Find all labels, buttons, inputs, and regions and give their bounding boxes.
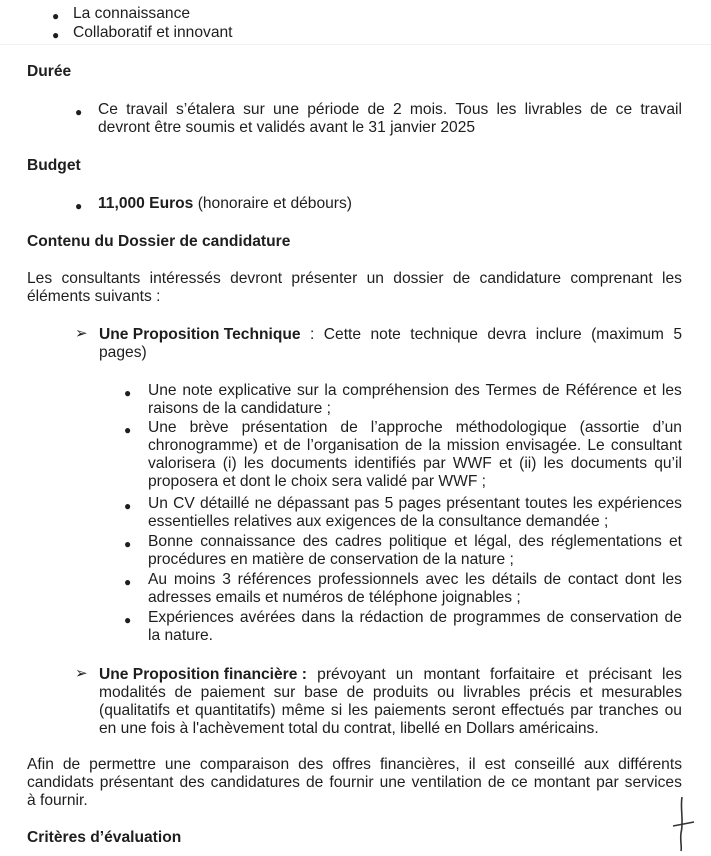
- word: et: [579, 684, 593, 701]
- paragraph-line: [27, 270, 682, 288]
- paragraph-line: éléments suivants :: [27, 288, 161, 305]
- bullet-dot: ●: [75, 199, 83, 213]
- word: (maximum: [591, 326, 664, 343]
- word: et: [643, 382, 657, 399]
- word: les: [661, 382, 682, 399]
- section-heading-contenu: Contenu du Dossier de candidature: [27, 233, 291, 250]
- bullet-dot: ●: [124, 575, 132, 589]
- word: les: [348, 702, 369, 719]
- word: aux: [584, 756, 610, 773]
- word: il: [468, 756, 476, 773]
- budget-line: [98, 195, 352, 213]
- word: explicative: [218, 382, 292, 399]
- word: de: [429, 609, 448, 626]
- word: et: [454, 533, 468, 550]
- word: ou: [664, 702, 682, 719]
- word: paiement: [200, 684, 265, 701]
- word: expériences: [597, 495, 682, 512]
- paragraph-line: à fournir.: [27, 792, 88, 809]
- word: cadres: [334, 533, 382, 550]
- word: Une: [148, 382, 177, 399]
- word: avec: [425, 571, 459, 588]
- word: des: [518, 533, 544, 550]
- word: Les: [27, 270, 53, 287]
- bullet-dot: ●: [124, 499, 132, 513]
- word: tranches: [598, 702, 659, 719]
- word: par: [596, 774, 619, 791]
- word: dont: [624, 571, 656, 588]
- word: les: [662, 666, 682, 683]
- word: Le: [587, 437, 605, 454]
- word: de: [452, 270, 471, 287]
- word: une: [379, 774, 406, 791]
- word: la: [341, 609, 354, 626]
- word: politique: [388, 533, 447, 550]
- word: de: [590, 101, 608, 118]
- word: dans: [301, 609, 336, 626]
- word: détaillé: [199, 495, 250, 512]
- paragraph-line: [27, 756, 682, 774]
- word: Ce: [98, 101, 118, 118]
- word: méthodologique: [455, 419, 567, 436]
- word: présenter: [291, 270, 358, 287]
- word: mission: [446, 437, 500, 454]
- word: (assortie: [579, 419, 640, 436]
- list-item-line: [98, 101, 682, 119]
- word: paiements: [374, 702, 447, 719]
- word: devra: [487, 326, 527, 343]
- word: Au: [148, 571, 168, 588]
- word: travail: [640, 101, 682, 118]
- word: pas: [354, 495, 380, 512]
- list-item-line: [148, 382, 682, 400]
- word: de: [487, 774, 506, 791]
- list-item-line: [148, 571, 682, 589]
- arrow-bullet-icon: ➢: [75, 665, 88, 682]
- word: d’un: [652, 419, 682, 436]
- word: de: [174, 684, 192, 701]
- word: technique: [410, 326, 478, 343]
- word: présentation: [241, 419, 328, 436]
- budget-detail: (honoraire et débours): [193, 195, 352, 212]
- word: WWF: [452, 455, 492, 472]
- word: et: [565, 666, 579, 683]
- word: de: [62, 756, 81, 773]
- word: et: [176, 702, 190, 719]
- word: comparaison: [199, 756, 290, 773]
- word: les: [662, 270, 682, 287]
- word: de: [340, 419, 358, 436]
- word: travail: [126, 101, 168, 118]
- word: candidats: [27, 774, 94, 791]
- word: même: [281, 702, 325, 719]
- technique-title: Une Proposition Technique: [99, 326, 301, 343]
- word: sur: [273, 684, 296, 701]
- word: 2: [393, 101, 402, 118]
- paragraph-line: [27, 774, 682, 792]
- word: un: [366, 270, 384, 287]
- word: dossier: [393, 270, 444, 287]
- word: les: [662, 571, 682, 588]
- word: Référence: [565, 382, 638, 399]
- word: Cette: [323, 326, 362, 343]
- word: par: [570, 702, 593, 719]
- technique-line: [99, 326, 682, 344]
- word: candidature: [479, 270, 562, 287]
- word: différents: [618, 756, 682, 773]
- word: sur: [296, 382, 319, 399]
- word: programmes: [453, 609, 541, 626]
- scan-artifact-line: [0, 44, 711, 45]
- word: les: [243, 455, 264, 472]
- word: note: [182, 382, 213, 399]
- word: montant: [533, 774, 591, 791]
- word: brève: [189, 419, 229, 436]
- bullet-dot: ●: [124, 613, 132, 627]
- word: documents: [570, 455, 648, 472]
- word: ventilation: [411, 774, 482, 791]
- bullet-dot: ●: [124, 537, 132, 551]
- word: période: [307, 101, 360, 118]
- word: permettre: [89, 756, 156, 773]
- word: intéressés: [149, 270, 221, 287]
- word: pages: [398, 495, 442, 512]
- word: comprenant: [570, 270, 653, 287]
- word: montant: [423, 666, 480, 683]
- word: les: [543, 455, 564, 472]
- word: de: [367, 101, 385, 118]
- word: qu’il: [654, 455, 682, 472]
- word: dépassant: [277, 495, 350, 512]
- handwritten-initial-mark: [668, 795, 700, 853]
- word: consultant: [610, 437, 682, 454]
- word: des: [298, 756, 324, 773]
- word: et: [264, 437, 278, 454]
- bullet-dot: ●: [124, 386, 132, 400]
- list-item-line: [148, 419, 682, 437]
- word: ne: [254, 495, 272, 512]
- word: identifiés: [354, 455, 416, 472]
- word: détails: [491, 571, 537, 588]
- list-item-line: proposera et dont le choix sera validé par WWF ;: [148, 473, 487, 490]
- list-item-line: [148, 495, 682, 513]
- word: :: [310, 326, 315, 343]
- word: consultants: [61, 270, 141, 287]
- word: de: [546, 609, 564, 626]
- word: note: [370, 326, 401, 343]
- word: 3: [222, 571, 231, 588]
- word: (i): [222, 455, 237, 472]
- word: quantitatifs): [195, 702, 276, 719]
- word: ce: [511, 774, 528, 791]
- list-item-line: la nature.: [148, 627, 214, 644]
- list-item-line: devront être soumis et validés avant le 31 janvier 2025: [98, 119, 476, 136]
- word: compréhension: [342, 382, 449, 399]
- word: chronogramme): [148, 437, 259, 454]
- word: les: [465, 571, 486, 588]
- word: de: [305, 774, 324, 791]
- list-item-line: [148, 533, 682, 551]
- word: et: [498, 455, 512, 472]
- list-item-line: [148, 455, 682, 473]
- word: de: [346, 684, 365, 701]
- word: des: [302, 533, 328, 550]
- list-item: Collaboratif et innovant: [73, 24, 233, 41]
- word: des: [179, 774, 205, 791]
- word: rédaction: [359, 609, 424, 626]
- technique-line: pages): [99, 344, 147, 361]
- word: présentant: [99, 774, 174, 791]
- word: toutes: [525, 495, 568, 512]
- word: offres: [332, 756, 371, 773]
- word: par: [423, 455, 446, 472]
- word: mois.: [409, 101, 448, 118]
- word: modalités: [99, 684, 166, 701]
- word: de: [542, 382, 560, 399]
- word: financières,: [379, 756, 460, 773]
- list-item-line: raisons de la candidature ;: [148, 400, 331, 417]
- word: une: [272, 101, 300, 118]
- word: ce: [615, 101, 633, 118]
- word: Une: [148, 419, 177, 436]
- word: de: [404, 437, 423, 454]
- word: seront: [451, 702, 496, 719]
- word: devront: [230, 270, 283, 287]
- word: inclure: [535, 326, 582, 343]
- word: l’organisation: [306, 437, 399, 454]
- word: des: [454, 382, 480, 399]
- word: produits: [372, 684, 429, 701]
- word: conseillé: [514, 756, 576, 773]
- bullet-dot: ●: [52, 28, 60, 42]
- word: s’étalera: [175, 101, 235, 118]
- list-item-line: adresses emails et numéros de téléphone joignables ;: [148, 589, 521, 606]
- word: CV: [173, 495, 195, 512]
- financiere-line: [99, 666, 682, 684]
- word: présentant: [446, 495, 520, 512]
- list-item: La connaissance: [73, 5, 191, 22]
- word: l’approche: [370, 419, 443, 436]
- word: de: [543, 571, 562, 588]
- word: forfaitaire: [490, 666, 556, 683]
- word: (qualitatifs: [99, 702, 171, 719]
- word: valorisera: [148, 455, 216, 472]
- word: professionnels: [318, 571, 419, 588]
- word: base: [304, 684, 338, 701]
- list-item-line: procédures en matière de conservation de la nature ;: [148, 551, 514, 568]
- word: de: [664, 609, 682, 626]
- word: si: [330, 702, 343, 719]
- word: légal,: [474, 533, 512, 550]
- word: Un: [148, 495, 168, 512]
- word: candidatures: [210, 774, 300, 791]
- financiere-line: [99, 684, 682, 702]
- word: la: [324, 382, 337, 399]
- financiere-title: Une Proposition financière :: [99, 666, 307, 683]
- word: livrables: [524, 101, 582, 118]
- word: livrables: [463, 684, 521, 701]
- bullet-dot: ●: [75, 105, 83, 119]
- word: Expériences: [148, 609, 234, 626]
- budget-amount: 11,000 Euros: [98, 195, 194, 212]
- word: documents: [270, 455, 348, 472]
- word: la: [428, 437, 441, 454]
- list-item-line: essentielles relatives aux exigences de la consultance demandée ;: [148, 513, 609, 530]
- word: sur: [243, 101, 265, 118]
- arrow-bullet-icon: ➢: [75, 325, 88, 342]
- financiere-line: en une fois à l'achèvement total du contrat, libellé en Dollars américains.: [99, 720, 599, 737]
- word: conservation: [570, 609, 659, 626]
- word: Bonne: [148, 533, 194, 550]
- word: effectués: [501, 702, 565, 719]
- word: (ii): [519, 455, 537, 472]
- word: de: [283, 437, 301, 454]
- word: références: [237, 571, 312, 588]
- word: avérées: [239, 609, 296, 626]
- list-item-line: [148, 609, 682, 627]
- word: fournir: [329, 774, 374, 791]
- word: Afin: [27, 756, 54, 773]
- word: services: [624, 774, 682, 791]
- word: connaissance: [200, 533, 296, 550]
- word: précisant: [588, 666, 652, 683]
- section-heading-criteres: Critères d’évaluation: [27, 829, 182, 846]
- word: une: [164, 756, 191, 773]
- word: Tous: [455, 101, 489, 118]
- word: précis: [529, 684, 571, 701]
- section-heading-duree: Durée: [27, 63, 72, 80]
- word: 5: [384, 495, 394, 512]
- word: mesurables: [601, 684, 682, 701]
- word: ou: [437, 684, 455, 701]
- word: Termes: [485, 382, 537, 399]
- word: envisagée.: [505, 437, 582, 454]
- word: réglementations: [550, 533, 662, 550]
- word: les: [572, 495, 593, 512]
- financiere-line: [99, 702, 682, 720]
- word: et: [668, 533, 682, 550]
- word: contact: [567, 571, 619, 588]
- section-heading-budget: Budget: [27, 157, 81, 174]
- word: les: [496, 101, 517, 118]
- word: est: [484, 756, 506, 773]
- list-item-line: [148, 437, 682, 455]
- word: 5: [673, 326, 682, 343]
- word: un: [395, 666, 414, 683]
- bullet-dot: ●: [52, 9, 60, 23]
- word: moins: [173, 571, 216, 588]
- word: prévoyant: [317, 666, 386, 683]
- bullet-dot: ●: [124, 423, 132, 437]
